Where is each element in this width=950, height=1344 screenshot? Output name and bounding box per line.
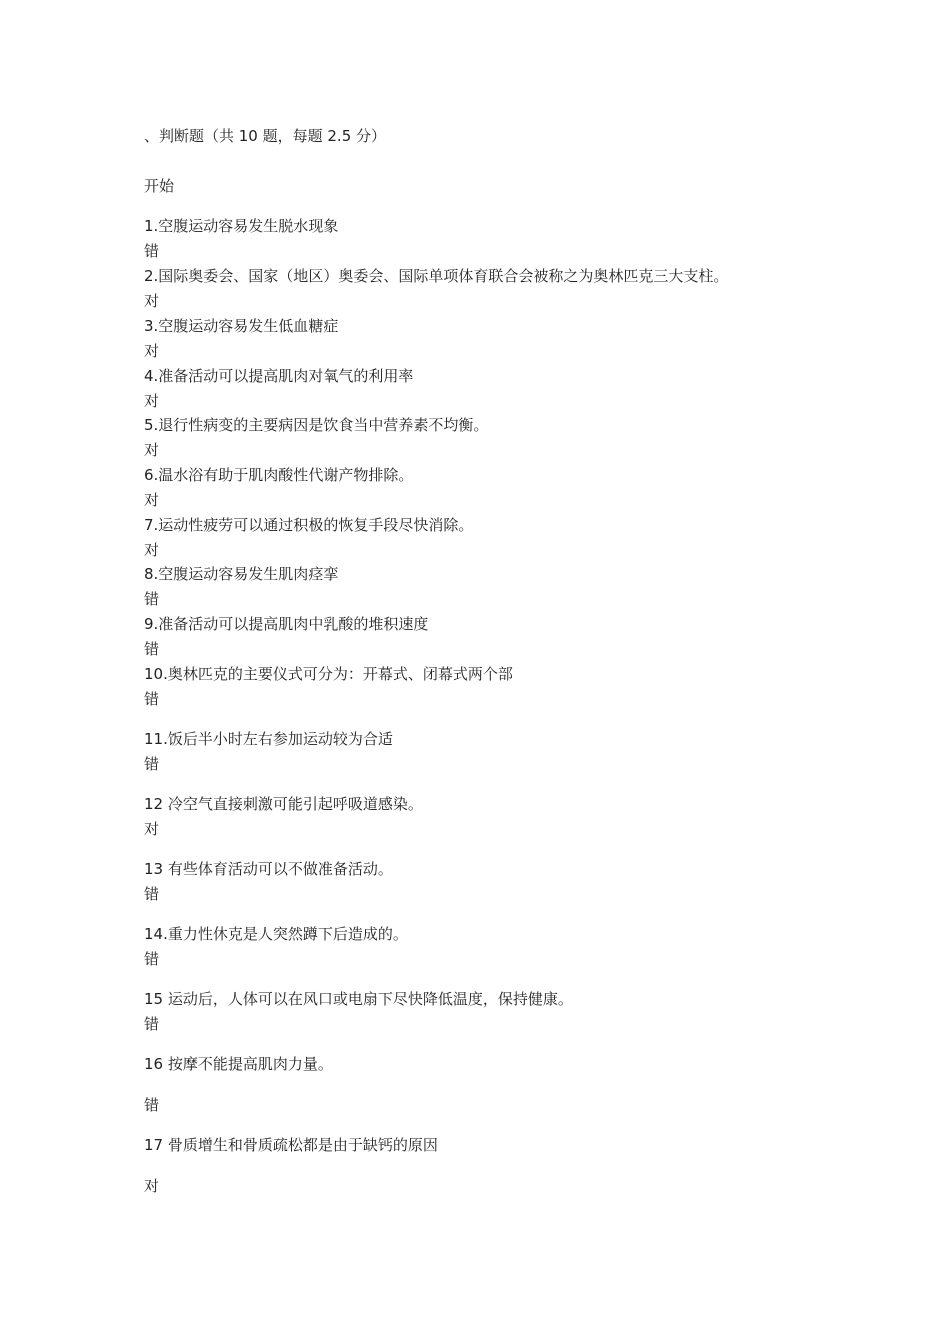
answer-1: 错 [144, 242, 160, 260]
question-16: 16 按摩不能提高肌肉力量。 [144, 1055, 333, 1073]
question-6: 6.温水浴有助于肌肉酸性代谢产物排除。 [144, 466, 414, 484]
question-14: 14.重力性休克是人突然蹲下后造成的。 [144, 925, 408, 943]
answer-9: 错 [144, 640, 160, 658]
answer-5: 对 [144, 441, 160, 459]
answer-15: 错 [144, 1015, 160, 1033]
question-15: 15 运动后，人体可以在风口或电扇下尽快降低温度，保持健康。 [144, 990, 573, 1008]
answer-8: 错 [144, 590, 160, 608]
question-1: 1.空腹运动容易发生脱水现象 [144, 217, 339, 235]
question-3: 3.空腹运动容易发生低血糖症 [144, 317, 339, 335]
question-8: 8.空腹运动容易发生肌肉痉挛 [144, 565, 339, 583]
answer-16: 错 [144, 1096, 160, 1114]
question-17: 17 骨质增生和骨质疏松都是由于缺钙的原因 [144, 1136, 438, 1154]
answer-6: 对 [144, 491, 160, 509]
question-10: 10.奥林匹克的主要仪式可分为：开幕式、闭幕式两个部 [144, 665, 513, 683]
answer-10: 错 [144, 690, 160, 708]
question-4: 4.准备活动可以提高肌肉对氧气的利用率 [144, 367, 414, 385]
answer-13: 错 [144, 885, 160, 903]
question-13: 13 有些体育活动可以不做准备活动。 [144, 860, 393, 878]
answer-3: 对 [144, 342, 160, 360]
question-5: 5.退行性病变的主要病因是饮食当中营养素不均衡。 [144, 416, 489, 434]
question-7: 7.运动性疲劳可以通过积极的恢复手段尽快消除。 [144, 516, 474, 534]
answer-12: 对 [144, 820, 160, 838]
answer-17: 对 [144, 1177, 160, 1195]
question-9: 9.准备活动可以提高肌肉中乳酸的堆积速度 [144, 615, 429, 633]
question-12: 12 冷空气直接刺激可能引起呼吸道感染。 [144, 795, 423, 813]
start-label: 开始 [144, 177, 175, 195]
answer-4: 对 [144, 392, 160, 410]
answer-7: 对 [144, 541, 160, 559]
answer-2: 对 [144, 292, 160, 310]
question-2: 2.国际奥委会、国家（地区）奥委会、国际单项体育联合会被称之为奥林匹克三大支柱。 [144, 267, 729, 285]
answer-11: 错 [144, 755, 160, 773]
question-11: 11.饭后半小时左右参加运动较为合适 [144, 730, 393, 748]
answer-14: 错 [144, 950, 160, 968]
section-title: 、判断题（共 10 题，每题 2.5 分） [144, 127, 387, 145]
